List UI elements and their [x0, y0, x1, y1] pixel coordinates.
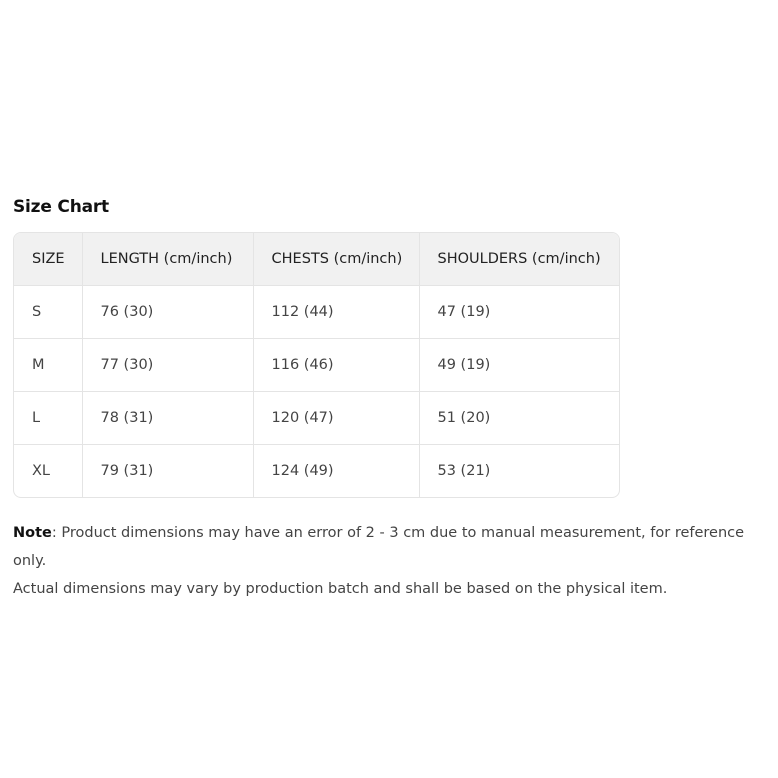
note-text-1: : Product dimensions may have an error of 2 - 3 cm due to manual measurement, for reference only. [13, 525, 745, 569]
cell-length: 77 (30) [82, 339, 253, 392]
size-chart-table [13, 232, 620, 498]
note-line-2: Actual dimensions may vary by production batch and shall be based on the physical item. [13, 581, 668, 597]
cell-shoulders: 51 (20) [419, 392, 619, 445]
cell-size: S [14, 286, 82, 339]
note-label: Note [13, 525, 52, 541]
table-row [14, 392, 619, 445]
table-header-row [14, 233, 619, 286]
cell-size: L [14, 392, 82, 445]
size-chart-title: Size Chart [13, 197, 109, 217]
note-line-1 [13, 519, 773, 575]
cell-chests: 116 (46) [253, 339, 419, 392]
header-shoulders: SHOULDERS (cm/inch) [419, 233, 619, 286]
cell-shoulders: 49 (19) [419, 339, 619, 392]
table-row [14, 339, 619, 392]
header-length: LENGTH (cm/inch) [82, 233, 253, 286]
header-size: SIZE [14, 233, 82, 286]
cell-chests: 124 (49) [253, 445, 419, 498]
table-row [14, 445, 619, 498]
cell-size: XL [14, 445, 82, 498]
size-table [14, 233, 619, 497]
header-chests: CHESTS (cm/inch) [253, 233, 419, 286]
cell-length: 78 (31) [82, 392, 253, 445]
cell-shoulders: 53 (21) [437, 463, 491, 479]
cell-length: 76 (30) [82, 286, 253, 339]
table-row [14, 286, 619, 339]
measurement-note [13, 519, 773, 603]
cell-chests: 120 (47) [253, 392, 419, 445]
cell-chests: 112 (44) [253, 286, 419, 339]
cell-size: M [14, 339, 82, 392]
cell-length: 79 (31) [82, 445, 253, 498]
cell-shoulders: 47 (19) [419, 286, 619, 339]
